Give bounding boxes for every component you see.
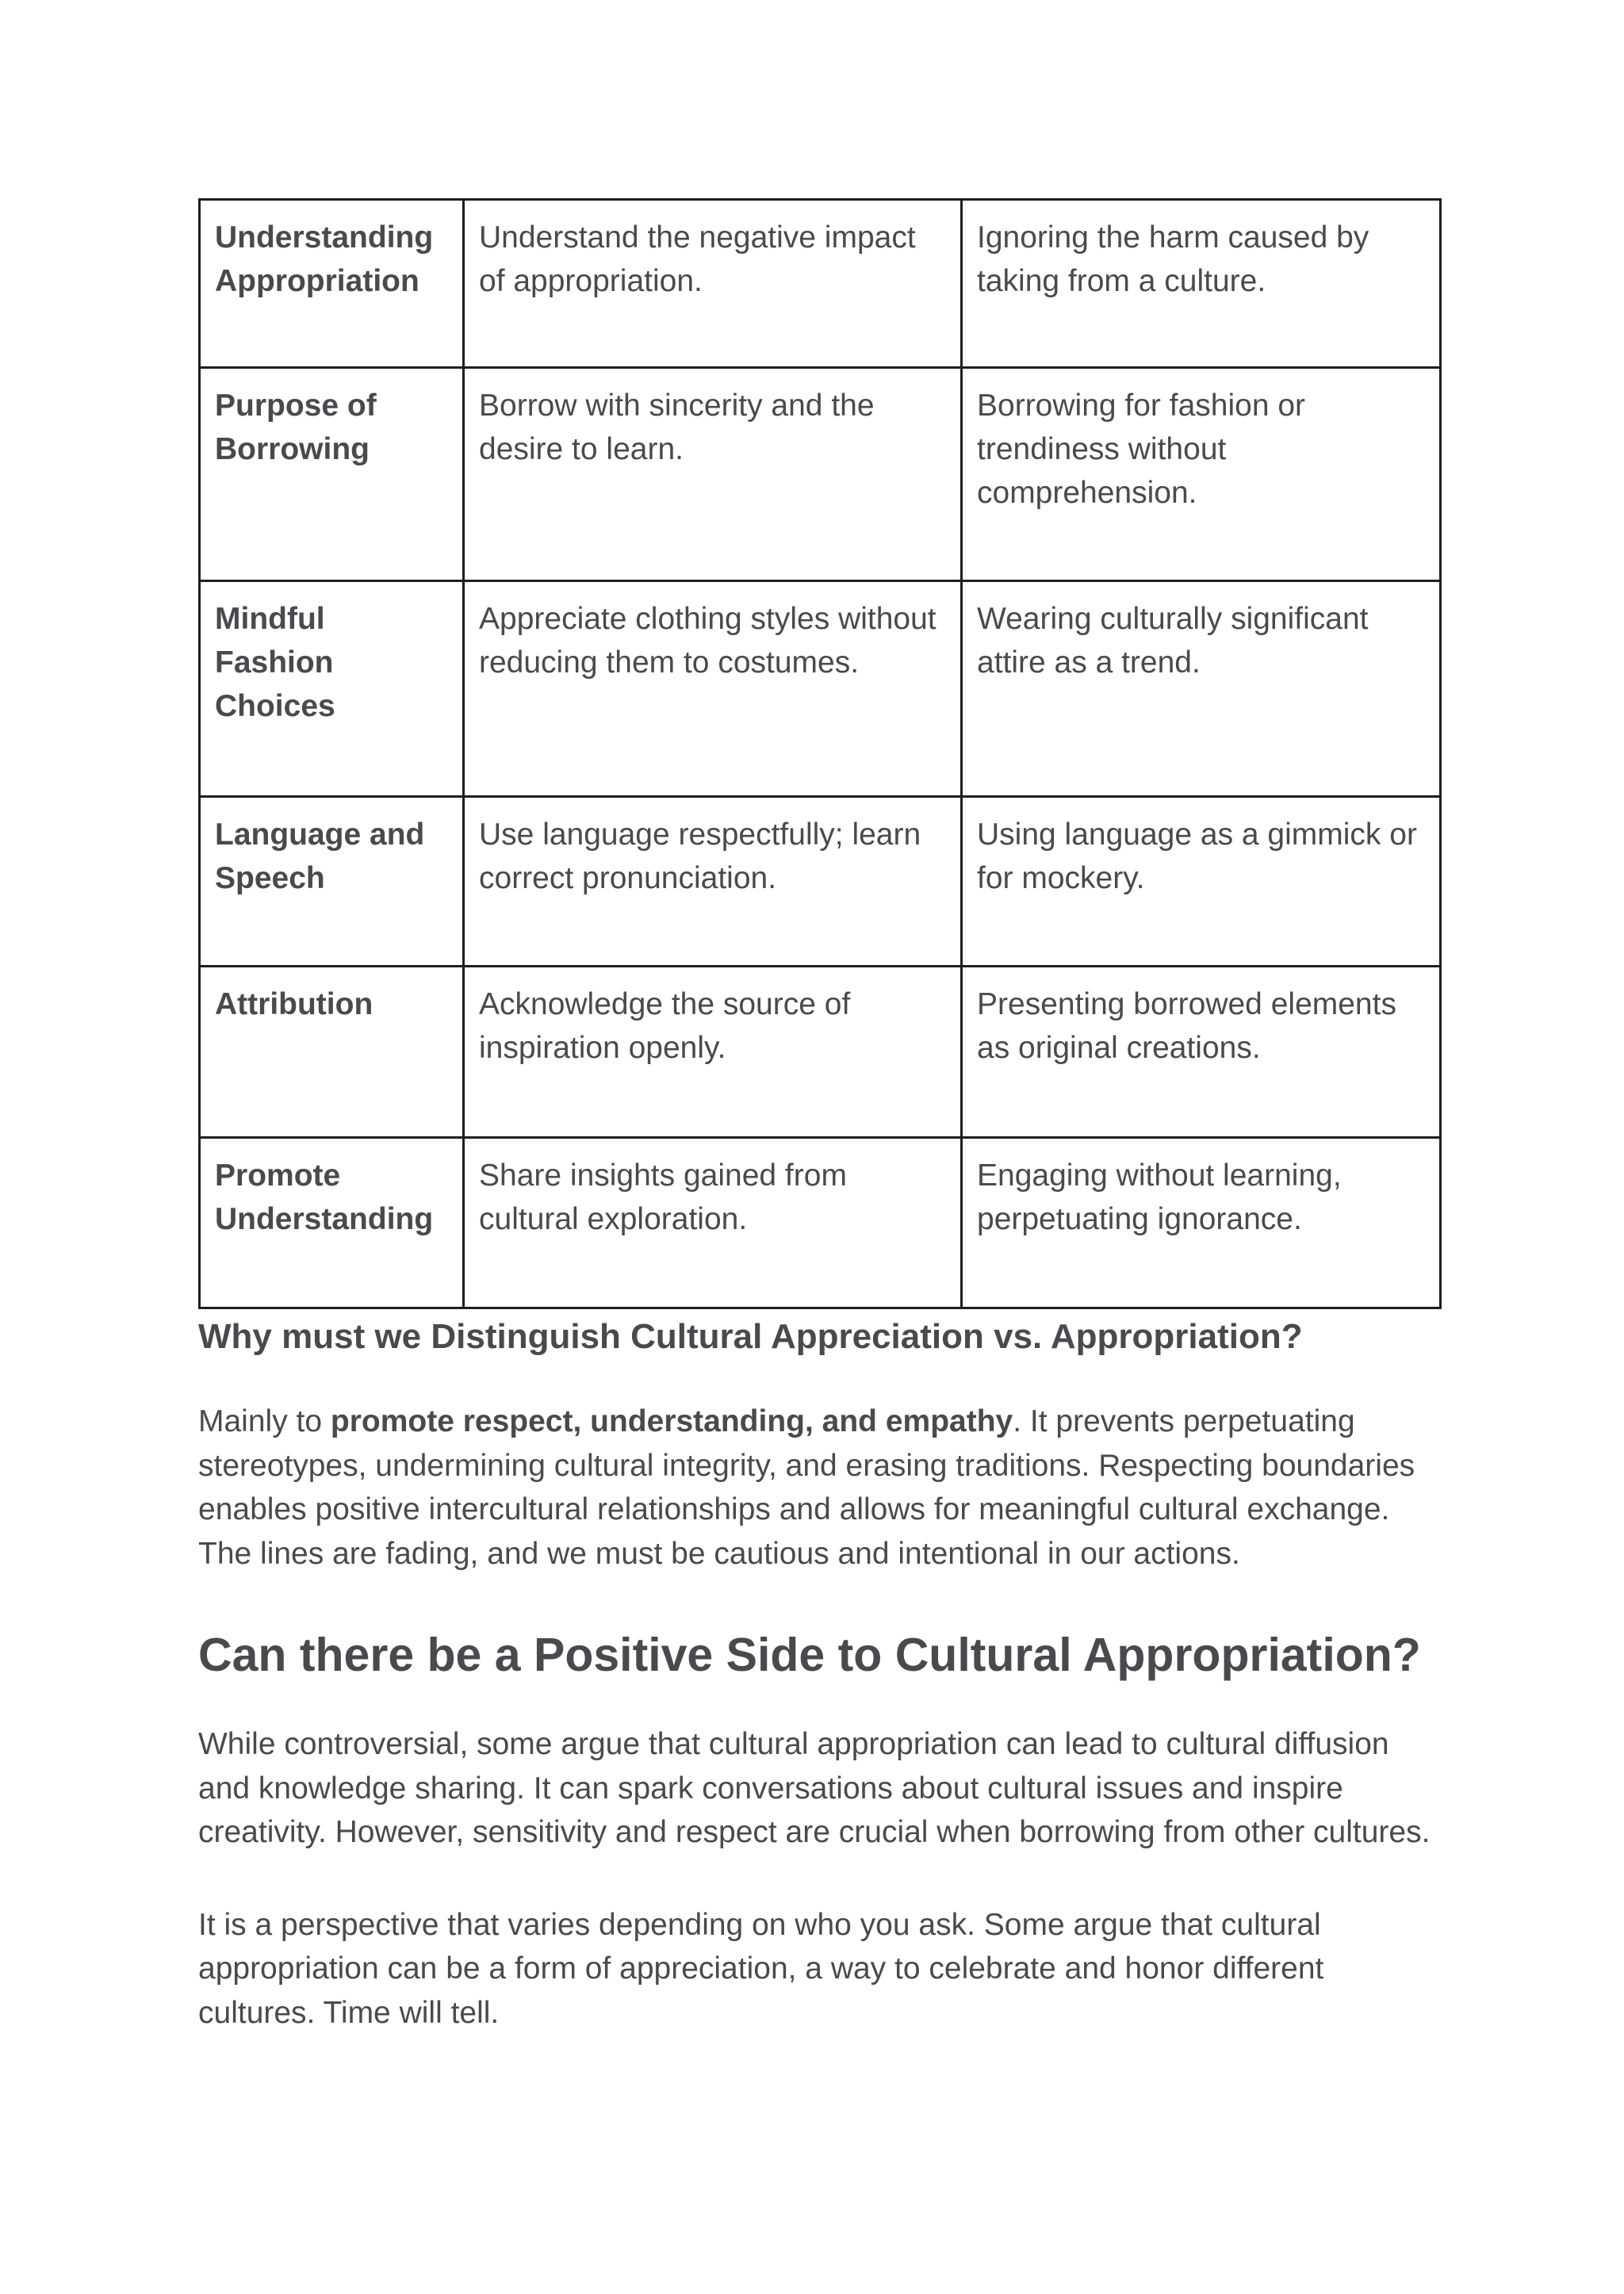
paragraph-positive-side-2: It is a perspective that varies depending on who you ask. Some argue that cultural appropriation can be a form of appreciation, a way to celebrate and honor different cultures. Time will tell.: [198, 1907, 1324, 2030]
table-row: [200, 967, 1441, 1138]
paragraph-distinguish: [198, 1400, 1435, 1576]
do-cell: Borrow with sincerity and the desire to learn.: [464, 368, 962, 581]
aspect-cell: Purpose of Borrowing: [200, 368, 464, 581]
document-page: [198, 198, 1435, 2035]
avoid-cell: Using language as a gimmick or for mockery.: [962, 797, 1441, 967]
appropriation-guide-table: [198, 198, 1442, 1309]
table-row: [200, 581, 1441, 797]
avoid-cell: Ignoring the harm caused by taking from a culture.: [962, 200, 1441, 368]
paragraph-lead: Mainly to: [198, 1404, 331, 1438]
table-row: [200, 200, 1441, 368]
section-heading-positive-side: Can there be a Positive Side to Cultural Appropriation?: [198, 1629, 1421, 1681]
do-cell: Acknowledge the source of inspiration openly.: [464, 967, 962, 1138]
do-cell: Share insights gained from cultural exploration.: [464, 1138, 962, 1308]
paragraph-emphasis: promote respect, understanding, and empathy: [330, 1404, 1013, 1438]
do-cell: Use language respectfully; learn correct pronunciation.: [464, 797, 962, 967]
avoid-cell: Presenting borrowed elements as original creations.: [962, 967, 1441, 1138]
do-cell: Appreciate clothing styles without reducing them to costumes.: [464, 581, 962, 797]
avoid-cell: Engaging without learning, perpetuating ignorance.: [962, 1138, 1441, 1308]
table-row: [200, 1138, 1441, 1308]
table-row: [200, 797, 1441, 967]
avoid-cell: Wearing culturally significant attire as a trend.: [962, 581, 1441, 797]
aspect-cell: Language and Speech: [200, 797, 464, 967]
section-heading-distinguish: Why must we Distinguish Cultural Appreciation vs. Appropriation?: [198, 1317, 1303, 1356]
avoid-cell: Borrowing for fashion or trendiness without comprehension.: [962, 368, 1441, 581]
paragraph-positive-side-1: While controversial, some argue that cultural appropriation can lead to cultural diffusion and knowledge sharing. It can spark conversations about cultural issues and inspire creativity. However, sensitivity and respect are crucial when borrowing from other cultures.: [198, 1727, 1431, 1849]
paragraph-rest: . It prevents perpetuating stereotypes, undermining cultural integrity, and erasing traditions. Respecting boundaries enables positive intercultural relationships and allows for meaningful cultural exchange. The lines are fading, and we must be cautious and intentional in our actions.: [198, 1404, 1415, 1571]
aspect-cell: Attribution: [200, 967, 464, 1138]
do-cell: Understand the negative impact of appropriation.: [464, 200, 962, 368]
table-row: [200, 368, 1441, 581]
aspect-cell: Mindful Fashion Choices: [200, 581, 464, 797]
aspect-cell: Promote Understanding: [200, 1138, 464, 1308]
aspect-cell: Understanding Appropriation: [200, 200, 464, 368]
